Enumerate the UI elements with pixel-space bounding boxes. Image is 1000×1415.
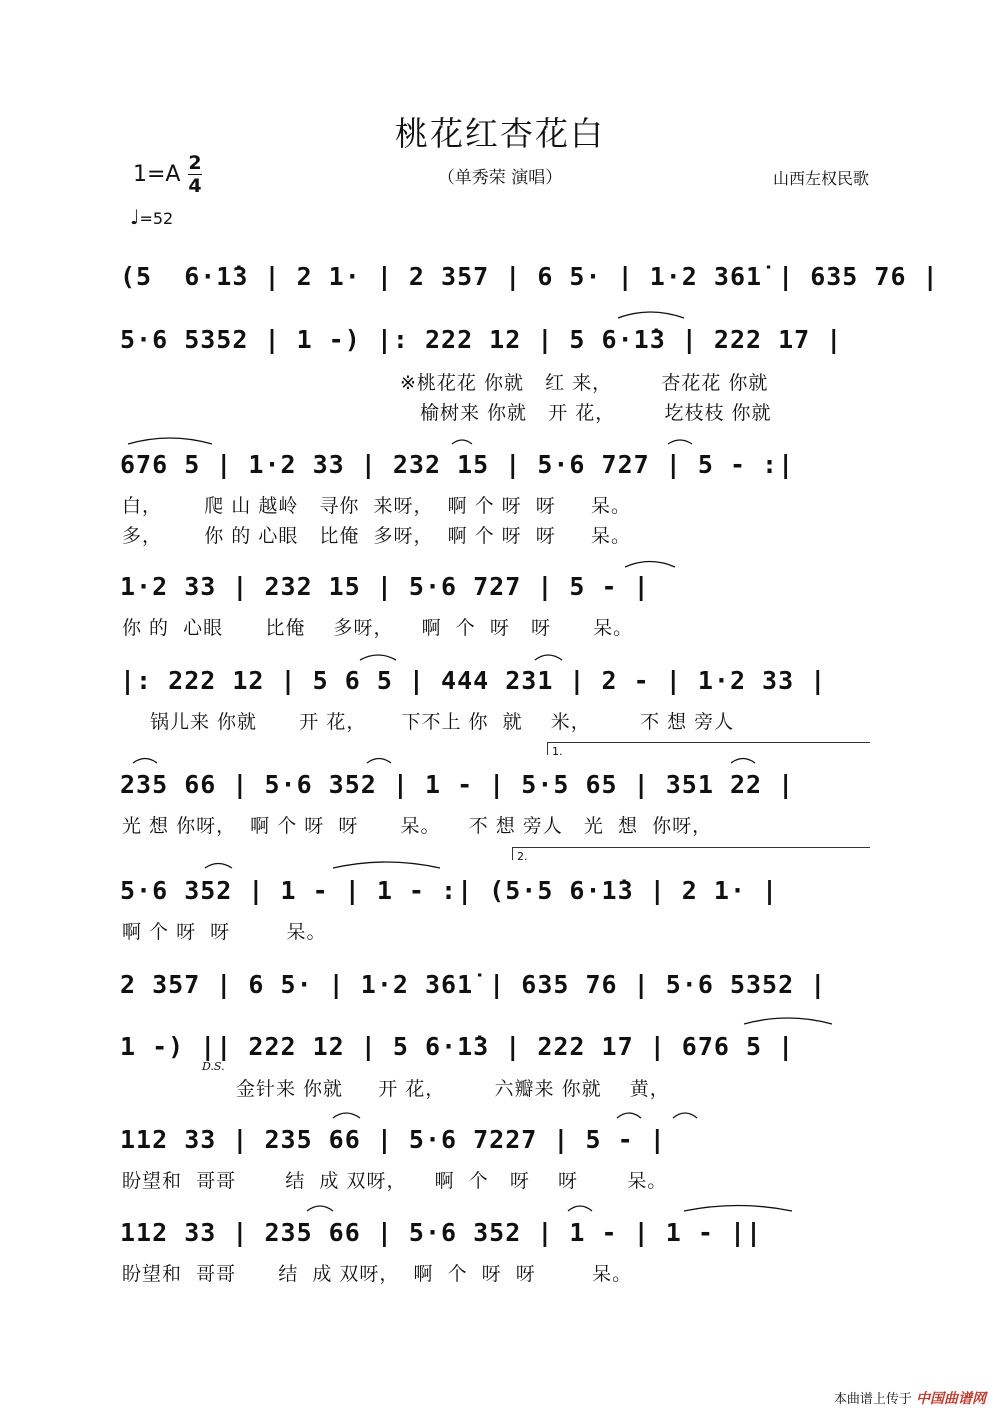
lyrics-line-9: 金针来 你就 开 花， 六瓣来 你就 黄， (236, 1078, 670, 1100)
music-line-5: |: 222 12 | 5 6 5 | 444 231 | 2 - | 1·2 33 | (120, 666, 827, 695)
music-line-10: 112 33 | 235 66 | 5·6 7227 | 5 - | (120, 1125, 666, 1154)
key-signature: 1=A (133, 162, 181, 187)
ds-mark: D.S. (202, 1060, 225, 1073)
volta-label-1: 1. (552, 745, 563, 758)
music-line-3: 676 5 | 1·2 33 | 232 15 | 5·6 727 | 5 - :| (120, 450, 795, 479)
slur (744, 1018, 832, 1024)
music-line-2: 5·6 5352 | 1 -) |: 222 12 | 5 6·1̇3 | 222 17 | (120, 325, 843, 354)
footer-prefix: 本曲谱上传于 (833, 1392, 912, 1407)
slur (133, 759, 157, 764)
quarter-note-icon: ♩ (130, 205, 140, 229)
slur (360, 655, 396, 660)
music-line-7: 5·6 352 | 1 - | 1 - :| (5·5 6·1̇3 | 2 1· | (120, 876, 779, 905)
slur (535, 655, 562, 660)
slur (668, 440, 692, 444)
slur (568, 1206, 592, 1211)
time-signature-top: 2 (188, 152, 202, 174)
performer-credit: （单秀荣 演唱） (437, 168, 563, 188)
music-line-9: 1 -) || 222 12 | 5 6·1̇3 | 222 17 | 676 5 | (120, 1032, 795, 1061)
tempo-value: =52 (139, 209, 174, 228)
slur (333, 862, 440, 868)
slur (617, 1113, 641, 1118)
slur (731, 759, 755, 764)
volta-bracket-1 (547, 742, 870, 758)
slur (333, 1113, 360, 1118)
slur (684, 1206, 792, 1212)
site-brand-logo: 中国曲谱网 (916, 1391, 986, 1407)
slur (618, 312, 684, 318)
slur (307, 1206, 333, 1211)
slur (128, 438, 212, 444)
music-line-6: 235 66 | 5·6 352 | 1 - | 5·5 65 | 351 22 | (120, 770, 795, 799)
lyrics-line-7: 啊 个 呀 呀 呆。 (122, 921, 327, 943)
music-line-11: 112 33 | 235 66 | 5·6 352 | 1 - | 1 - || (120, 1218, 763, 1247)
song-title: 桃花红杏花白 (395, 114, 605, 153)
lyrics-line-11: 盼望和 哥哥 结 成 双呀， 啊 个 呀 呀 呆。 (122, 1263, 633, 1285)
lyrics-line-2-verse-2: 榆树来 你就 开 花， 圪枝枝 你就 (420, 402, 772, 424)
music-line-1: (5 6·1̇3 | 2 1· | 2 357 | 6 5· | 1·2 361̇ | 635 76 | (120, 262, 939, 291)
lyrics-line-4: 你 的 心眼 比俺 多呀， 啊 个 呀 呀 呆。 (122, 617, 634, 639)
slur (452, 440, 472, 444)
slur (367, 759, 391, 764)
slur (205, 864, 232, 869)
volta-bracket-2 (512, 847, 870, 863)
time-signature-bottom: 4 (188, 175, 202, 197)
lyrics-line-5: 锅儿来 你就 开 花， 下不上 你 就 米， 不 想 旁人 (150, 711, 735, 733)
tempo-mark (130, 205, 173, 229)
music-line-8: 2 357 | 6 5· | 1·2 361̇ | 635 76 | 5·6 5352 | (120, 970, 827, 999)
lyrics-line-3-verse-1: 白， 爬 山 越岭 寻你 来呀， 啊 个 呀 呀 呆。 (122, 495, 631, 517)
lyrics-line-6: 光 想 你呀， 啊 个 呀 呀 呆。 不 想 旁人 光 想 你呀， (122, 815, 713, 837)
footer-credit (834, 1388, 986, 1408)
slur (673, 1113, 697, 1118)
slur (625, 562, 675, 568)
song-origin: 山西左权民歌 (773, 169, 870, 188)
lyrics-line-3-verse-2: 多， 你 的 心眼 比俺 多呀， 啊 个 呀 呀 呆。 (122, 525, 631, 547)
music-line-4: 1·2 33 | 232 15 | 5·6 727 | 5 - | (120, 572, 650, 601)
lyrics-line-10: 盼望和 哥哥 结 成 双呀， 啊 个 呀 呀 呆。 (122, 1170, 668, 1192)
lyrics-line-2-verse-1: ※桃花花 你就 红 来， 杏花花 你就 (400, 372, 769, 394)
volta-label-2: 2. (517, 850, 528, 863)
